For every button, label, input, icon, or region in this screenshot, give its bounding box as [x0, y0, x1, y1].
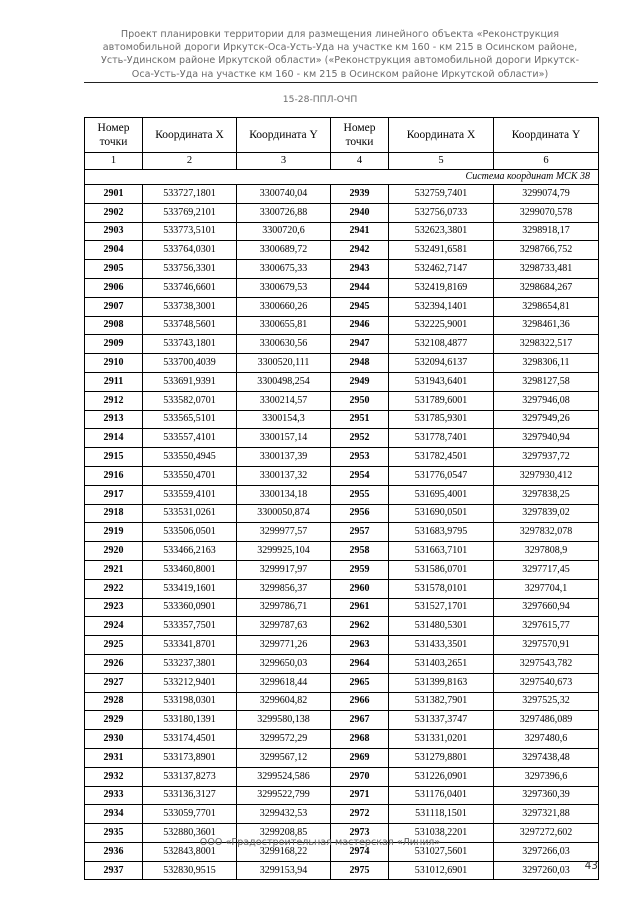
coordinate-y-cell: 3300660,26 [237, 297, 331, 316]
point-number-cell: 2939 [331, 185, 389, 204]
coordinate-x-cell: 531586,0701 [389, 560, 494, 579]
point-number-cell: 2953 [331, 448, 389, 467]
coordinate-y-cell: 3298322,517 [494, 335, 599, 354]
coordinate-x-cell: 533506,0501 [143, 523, 237, 542]
coordinate-y-cell: 3299168,22 [237, 842, 331, 861]
coordinate-x-cell: 531038,2201 [389, 824, 494, 843]
table-row [85, 504, 599, 523]
coordinate-x-cell: 533174,4501 [143, 730, 237, 749]
coordinate-x-cell: 533237,3801 [143, 654, 237, 673]
coordinate-y-cell: 3300498,254 [237, 372, 331, 391]
coordinate-y-cell: 3297272,602 [494, 824, 599, 843]
point-number-cell: 2916 [85, 466, 143, 485]
point-number-cell: 2911 [85, 372, 143, 391]
point-number-cell: 2954 [331, 466, 389, 485]
coordinate-x-cell: 531331,0201 [389, 730, 494, 749]
point-number-cell: 2921 [85, 560, 143, 579]
point-number-cell: 2951 [331, 410, 389, 429]
point-number-cell: 2970 [331, 767, 389, 786]
point-number-cell: 2902 [85, 203, 143, 222]
point-number-cell: 2967 [331, 711, 389, 730]
point-number-cell: 2958 [331, 542, 389, 561]
table-row [85, 429, 599, 448]
coordinate-x-cell: 533700,4039 [143, 354, 237, 373]
coordinate-y-cell: 3298684,267 [494, 278, 599, 297]
table-row [85, 185, 599, 204]
point-number-cell: 2905 [85, 260, 143, 279]
point-number-cell: 2908 [85, 316, 143, 335]
coordinate-x-cell: 532756,0733 [389, 203, 494, 222]
table-row [85, 448, 599, 467]
coordinate-y-cell: 3299522,799 [237, 786, 331, 805]
coordinate-x-cell: 533198,0301 [143, 692, 237, 711]
coordinate-y-cell: 3297615,77 [494, 617, 599, 636]
coordinate-y-cell: 3297570,91 [494, 636, 599, 655]
point-number-cell: 2909 [85, 335, 143, 354]
point-number-cell: 2936 [85, 842, 143, 861]
point-number-cell: 2949 [331, 372, 389, 391]
coordinate-y-cell: 3299856,37 [237, 579, 331, 598]
coordinate-y-cell: 3299917,97 [237, 560, 331, 579]
header-point-number-1: Номер точки [85, 118, 143, 153]
coordinate-x-cell: 533727,1801 [143, 185, 237, 204]
coordinate-y-cell: 3298654,81 [494, 297, 599, 316]
point-number-cell: 2963 [331, 636, 389, 655]
table-row [85, 466, 599, 485]
coordinate-y-cell: 3299604,82 [237, 692, 331, 711]
coordinate-x-cell: 531399,8163 [389, 673, 494, 692]
table-row [85, 354, 599, 373]
coordinate-y-cell: 3299070,578 [494, 203, 599, 222]
coordinate-y-cell: 3297930,412 [494, 466, 599, 485]
table-row [85, 485, 599, 504]
coordinate-x-cell: 532394,1401 [389, 297, 494, 316]
table-row [85, 786, 599, 805]
point-number-cell: 2971 [331, 786, 389, 805]
point-number-cell: 2926 [85, 654, 143, 673]
coordinate-y-cell: 3297438,48 [494, 748, 599, 767]
point-number-cell: 2906 [85, 278, 143, 297]
coordinate-x-cell: 532880,3601 [143, 824, 237, 843]
coordinate-y-cell: 3299572,29 [237, 730, 331, 749]
column-number: 5 [389, 153, 494, 170]
table-row [85, 410, 599, 429]
table-row [85, 730, 599, 749]
coordinate-x-cell: 533531,0261 [143, 504, 237, 523]
point-number-cell: 2957 [331, 523, 389, 542]
point-number-cell: 2928 [85, 692, 143, 711]
table-row [85, 579, 599, 598]
coordinate-x-cell: 531433,3501 [389, 636, 494, 655]
coordinate-x-cell: 533769,2101 [143, 203, 237, 222]
coordinate-x-cell: 531480,5301 [389, 617, 494, 636]
point-number-cell: 2917 [85, 485, 143, 504]
point-number-cell: 2968 [331, 730, 389, 749]
point-number-cell: 2934 [85, 805, 143, 824]
point-number-cell: 2915 [85, 448, 143, 467]
point-number-cell: 2919 [85, 523, 143, 542]
coordinate-x-cell: 533136,3127 [143, 786, 237, 805]
point-number-cell: 2952 [331, 429, 389, 448]
coordinate-x-cell: 533748,5601 [143, 316, 237, 335]
coordinate-x-cell: 532094,6137 [389, 354, 494, 373]
table-header-row [85, 118, 599, 153]
coordinate-y-cell: 3298733,481 [494, 260, 599, 279]
table-row [85, 805, 599, 824]
table-row [85, 748, 599, 767]
coordinate-x-cell: 533746,6601 [143, 278, 237, 297]
coordinate-x-cell: 533550,4701 [143, 466, 237, 485]
coordinate-y-cell: 3298127,58 [494, 372, 599, 391]
coordinate-x-cell: 533173,8901 [143, 748, 237, 767]
table-row [85, 278, 599, 297]
coordinate-y-cell: 3299074,79 [494, 185, 599, 204]
coordinate-x-cell: 533212,9401 [143, 673, 237, 692]
table-row [85, 711, 599, 730]
coordinate-x-cell: 533756,3301 [143, 260, 237, 279]
coordinate-y-cell: 3300675,33 [237, 260, 331, 279]
table-row [85, 222, 599, 241]
point-number-cell: 2922 [85, 579, 143, 598]
footer-company: ООО «Градостроительная мастерская «Линия» [199, 837, 441, 848]
point-number-cell: 2920 [85, 542, 143, 561]
coordinate-y-cell: 3297946,08 [494, 391, 599, 410]
header-coordinate-x-1: Координата X [143, 118, 237, 153]
coordinate-x-cell: 531943,6401 [389, 372, 494, 391]
coordinate-x-cell: 533557,4101 [143, 429, 237, 448]
coordinate-y-cell: 3297660,94 [494, 598, 599, 617]
table-row [85, 335, 599, 354]
coordinate-y-cell: 3299208,85 [237, 824, 331, 843]
point-number-cell: 2947 [331, 335, 389, 354]
coordinate-x-cell: 531663,7101 [389, 542, 494, 561]
table-row [85, 203, 599, 222]
table-row [85, 654, 599, 673]
coordinate-y-cell: 3299787,63 [237, 617, 331, 636]
table-row [85, 260, 599, 279]
coordinate-x-cell: 531690,0501 [389, 504, 494, 523]
coordinate-x-cell: 533691,9391 [143, 372, 237, 391]
coordinate-y-cell: 3297838,25 [494, 485, 599, 504]
point-number-cell: 2907 [85, 297, 143, 316]
coordinate-x-cell: 533743,1801 [143, 335, 237, 354]
table-row [85, 861, 599, 880]
point-number-cell: 2972 [331, 805, 389, 824]
coordinate-y-cell: 3297525,32 [494, 692, 599, 711]
table-row [85, 617, 599, 636]
column-number: 1 [85, 153, 143, 170]
point-number-cell: 2973 [331, 824, 389, 843]
coordinate-y-cell: 3300740,04 [237, 185, 331, 204]
point-number-cell: 2910 [85, 354, 143, 373]
coordinate-y-cell: 3298766,752 [494, 241, 599, 260]
table-row [85, 372, 599, 391]
coordinate-y-cell: 3297486,089 [494, 711, 599, 730]
coordinate-y-cell: 3297839,02 [494, 504, 599, 523]
coordinate-x-cell: 531782,4501 [389, 448, 494, 467]
coordinate-y-cell: 3300137,32 [237, 466, 331, 485]
coordinate-x-cell: 533565,5101 [143, 410, 237, 429]
coordinate-y-cell: 3299567,12 [237, 748, 331, 767]
coordinate-y-cell: 3300214,57 [237, 391, 331, 410]
coordinate-y-cell: 3300520,111 [237, 354, 331, 373]
coordinate-x-cell: 531403,2651 [389, 654, 494, 673]
point-number-cell: 2955 [331, 485, 389, 504]
point-number-cell: 2959 [331, 560, 389, 579]
document-header: Проект планировки территории для размещения линейного объекта «Реконструкция автомобильной дороги Иркутск-Оса-Усть-Уда на участке км 160 - км 215 в Осинском районе, Усть-Удинском районе Иркутской области» («Реконструкция автомобильной дороги Иркутск-Оса-Усть-Уда на участке км 160 - км 215 в Осинском районе Иркутской области») [100, 29, 580, 80]
column-number-row [85, 153, 599, 170]
coordinate-x-cell: 533059,7701 [143, 805, 237, 824]
column-number: 2 [143, 153, 237, 170]
coordinate-y-cell: 3299580,138 [237, 711, 331, 730]
coordinate-x-cell: 531683,9795 [389, 523, 494, 542]
coordinate-y-cell: 3297543,782 [494, 654, 599, 673]
point-number-cell: 2937 [85, 861, 143, 880]
point-number-cell: 2941 [331, 222, 389, 241]
coordinate-x-cell: 531778,7401 [389, 429, 494, 448]
point-number-cell: 2918 [85, 504, 143, 523]
coordinate-x-cell: 532419,8169 [389, 278, 494, 297]
header-coordinate-y-1: Координата Y [237, 118, 331, 153]
point-number-cell: 2974 [331, 842, 389, 861]
point-number-cell: 2948 [331, 354, 389, 373]
table-row [85, 523, 599, 542]
coordinate-x-cell: 531176,0401 [389, 786, 494, 805]
column-number: 3 [237, 153, 331, 170]
point-number-cell: 2964 [331, 654, 389, 673]
point-number-cell: 2935 [85, 824, 143, 843]
coordinate-y-cell: 3299432,53 [237, 805, 331, 824]
table-row [85, 598, 599, 617]
table-row [85, 241, 599, 260]
table-row [85, 692, 599, 711]
coordinate-x-cell: 532759,7401 [389, 185, 494, 204]
coordinate-y-cell: 3299650,03 [237, 654, 331, 673]
coordinate-x-cell: 531226,0901 [389, 767, 494, 786]
coordinate-y-cell: 3300137,39 [237, 448, 331, 467]
point-number-cell: 2945 [331, 297, 389, 316]
column-number: 6 [494, 153, 599, 170]
page-number: 43 [584, 860, 598, 872]
coordinate-y-cell: 3297260,03 [494, 861, 599, 880]
point-number-cell: 2914 [85, 429, 143, 448]
point-number-cell: 2930 [85, 730, 143, 749]
point-number-cell: 2950 [331, 391, 389, 410]
coordinate-y-cell: 3299925,104 [237, 542, 331, 561]
point-number-cell: 2966 [331, 692, 389, 711]
coordinate-y-cell: 3297832,078 [494, 523, 599, 542]
point-number-cell: 2965 [331, 673, 389, 692]
coordinate-y-cell: 3297480,6 [494, 730, 599, 749]
coordinate-x-cell: 533137,8273 [143, 767, 237, 786]
coordinate-y-cell: 3298306,11 [494, 354, 599, 373]
coordinate-y-cell: 3297949,26 [494, 410, 599, 429]
coordinate-x-cell: 532491,6581 [389, 241, 494, 260]
coordinate-x-cell: 533341,8701 [143, 636, 237, 655]
coordinate-x-cell: 531012,6901 [389, 861, 494, 880]
coordinate-y-cell: 3300157,14 [237, 429, 331, 448]
point-number-cell: 2932 [85, 767, 143, 786]
coordinate-system-row [85, 170, 599, 185]
point-number-cell: 2927 [85, 673, 143, 692]
point-number-cell: 2933 [85, 786, 143, 805]
coordinate-x-cell: 533550,4945 [143, 448, 237, 467]
coordinate-x-cell: 531776,0547 [389, 466, 494, 485]
document-code: 15-28-ППЛ-ОЧП [282, 94, 358, 105]
coordinate-y-cell: 3297396,6 [494, 767, 599, 786]
point-number-cell: 2943 [331, 260, 389, 279]
coordinate-y-cell: 3299153,94 [237, 861, 331, 880]
coordinate-x-cell: 531785,9301 [389, 410, 494, 429]
coordinate-x-cell: 532225,9001 [389, 316, 494, 335]
point-number-cell: 2904 [85, 241, 143, 260]
coordinate-y-cell: 3300050,874 [237, 504, 331, 523]
point-number-cell: 2962 [331, 617, 389, 636]
table-row [85, 297, 599, 316]
point-number-cell: 2903 [85, 222, 143, 241]
point-number-cell: 2975 [331, 861, 389, 880]
coordinate-x-cell: 532462,7147 [389, 260, 494, 279]
coordinate-y-cell: 3297266,03 [494, 842, 599, 861]
table-row [85, 767, 599, 786]
coordinate-y-cell: 3297321,88 [494, 805, 599, 824]
coordinate-y-cell: 3297360,39 [494, 786, 599, 805]
coordinate-x-cell: 533357,7501 [143, 617, 237, 636]
coordinate-x-cell: 533360,0901 [143, 598, 237, 617]
point-number-cell: 2942 [331, 241, 389, 260]
coordinate-x-cell: 533180,1391 [143, 711, 237, 730]
point-number-cell: 2960 [331, 579, 389, 598]
coordinate-y-cell: 3300726,88 [237, 203, 331, 222]
coordinate-y-cell: 3299977,57 [237, 523, 331, 542]
coordinate-y-cell: 3297540,673 [494, 673, 599, 692]
point-number-cell: 2961 [331, 598, 389, 617]
coordinate-x-cell: 533738,3001 [143, 297, 237, 316]
coordinate-x-cell: 531527,1701 [389, 598, 494, 617]
coordinate-y-cell: 3298918,17 [494, 222, 599, 241]
coordinate-x-cell: 532108,4877 [389, 335, 494, 354]
table-row [85, 542, 599, 561]
coordinate-x-cell: 533419,1601 [143, 579, 237, 598]
coordinate-x-cell: 531279,8801 [389, 748, 494, 767]
point-number-cell: 2940 [331, 203, 389, 222]
coordinate-x-cell: 532830,9515 [143, 861, 237, 880]
coordinate-y-cell: 3300655,81 [237, 316, 331, 335]
coordinate-y-cell: 3300134,18 [237, 485, 331, 504]
coordinate-y-cell: 3299771,26 [237, 636, 331, 655]
point-number-cell: 2944 [331, 278, 389, 297]
coordinate-y-cell: 3297937,72 [494, 448, 599, 467]
coordinate-y-cell: 3297940,94 [494, 429, 599, 448]
table-row [85, 560, 599, 579]
coordinates-table [84, 117, 599, 880]
coordinate-y-cell: 3297808,9 [494, 542, 599, 561]
coordinate-x-cell: 533559,4101 [143, 485, 237, 504]
header-coordinate-y-2: Координата Y [494, 118, 599, 153]
coordinate-x-cell: 533466,2163 [143, 542, 237, 561]
coordinate-x-cell: 533582,0701 [143, 391, 237, 410]
column-number: 4 [331, 153, 389, 170]
coordinate-y-cell: 3300154,3 [237, 410, 331, 429]
coordinate-system-label: Система координат МСК 38 [85, 170, 599, 185]
coordinate-y-cell: 3299618,44 [237, 673, 331, 692]
coordinate-x-cell: 533764,0301 [143, 241, 237, 260]
header-divider [84, 82, 598, 83]
coordinate-y-cell: 3299524,586 [237, 767, 331, 786]
coordinate-x-cell: 531027,5601 [389, 842, 494, 861]
coordinate-y-cell: 3297717,45 [494, 560, 599, 579]
coordinate-x-cell: 531695,4001 [389, 485, 494, 504]
coordinate-x-cell: 533460,8001 [143, 560, 237, 579]
coordinate-x-cell: 531382,7901 [389, 692, 494, 711]
point-number-cell: 2901 [85, 185, 143, 204]
coordinate-y-cell: 3300679,53 [237, 278, 331, 297]
point-number-cell: 2924 [85, 617, 143, 636]
coordinate-x-cell: 531789,6001 [389, 391, 494, 410]
coordinate-y-cell: 3299786,71 [237, 598, 331, 617]
point-number-cell: 2931 [85, 748, 143, 767]
coordinate-y-cell: 3300720,6 [237, 222, 331, 241]
point-number-cell: 2925 [85, 636, 143, 655]
coordinate-x-cell: 531578,0101 [389, 579, 494, 598]
table-row [85, 673, 599, 692]
coordinate-x-cell: 533773,5101 [143, 222, 237, 241]
header-point-number-2: Номер точки [331, 118, 389, 153]
coordinate-x-cell: 532623,3801 [389, 222, 494, 241]
coordinate-y-cell: 3300689,72 [237, 241, 331, 260]
coordinate-x-cell: 531337,3747 [389, 711, 494, 730]
coordinate-y-cell: 3297704,1 [494, 579, 599, 598]
table-row [85, 316, 599, 335]
point-number-cell: 2912 [85, 391, 143, 410]
coordinate-y-cell: 3300630,56 [237, 335, 331, 354]
point-number-cell: 2969 [331, 748, 389, 767]
point-number-cell: 2923 [85, 598, 143, 617]
point-number-cell: 2913 [85, 410, 143, 429]
point-number-cell: 2956 [331, 504, 389, 523]
header-coordinate-x-2: Координата X [389, 118, 494, 153]
table-row [85, 636, 599, 655]
coordinate-y-cell: 3298461,36 [494, 316, 599, 335]
point-number-cell: 2929 [85, 711, 143, 730]
coordinate-x-cell: 532843,8001 [143, 842, 237, 861]
point-number-cell: 2946 [331, 316, 389, 335]
table-row [85, 391, 599, 410]
coordinate-x-cell: 531118,1501 [389, 805, 494, 824]
